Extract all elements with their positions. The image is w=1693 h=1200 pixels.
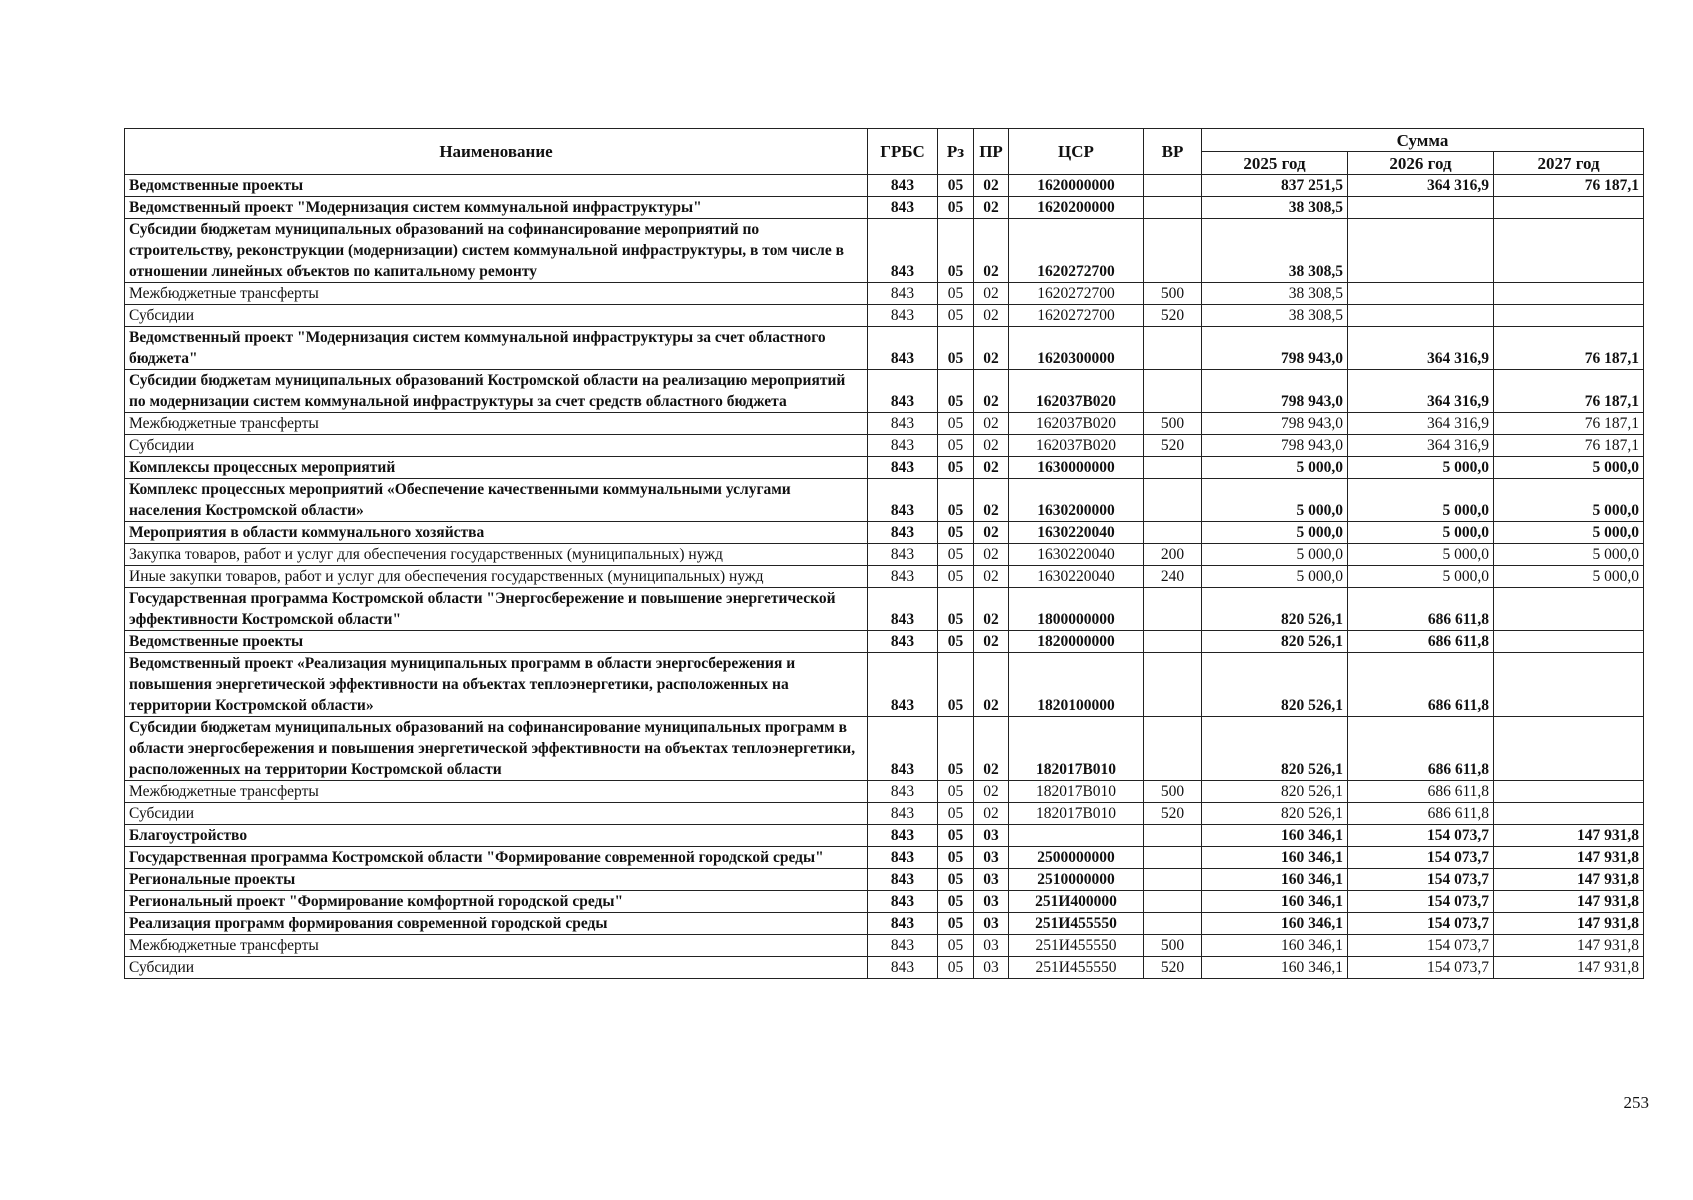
- table-row: [125, 522, 1644, 544]
- cell-2025: 820 526,1: [1202, 717, 1348, 781]
- cell-csr: 1630220040: [1009, 544, 1144, 566]
- cell-vr: 520: [1144, 435, 1202, 457]
- cell-rz: 05: [938, 413, 974, 435]
- cell-rz: 05: [938, 175, 974, 197]
- cell-pr: 02: [974, 479, 1009, 522]
- cell-name: Ведомственные проекты: [125, 631, 868, 653]
- table-row: [125, 327, 1644, 370]
- cell-rz: 05: [938, 935, 974, 957]
- cell-name: Реализация программ формирования современной городской среды: [125, 913, 868, 935]
- cell-2026: 154 073,7: [1348, 847, 1494, 869]
- cell-2027: 76 187,1: [1494, 435, 1644, 457]
- cell-name: Иные закупки товаров, работ и услуг для обеспечения государственных (муниципальных) нужд: [125, 566, 868, 588]
- cell-csr: 1630220040: [1009, 522, 1144, 544]
- table-row: [125, 197, 1644, 219]
- cell-2026: 154 073,7: [1348, 891, 1494, 913]
- cell-2026: 5 000,0: [1348, 544, 1494, 566]
- cell-2025: 820 526,1: [1202, 781, 1348, 803]
- table-row: [125, 588, 1644, 631]
- cell-pr: 03: [974, 935, 1009, 957]
- cell-2026: [1348, 197, 1494, 219]
- cell-rz: 05: [938, 327, 974, 370]
- cell-2025: 820 526,1: [1202, 588, 1348, 631]
- cell-csr: 1620000000: [1009, 175, 1144, 197]
- cell-name: Ведомственные проекты: [125, 175, 868, 197]
- cell-csr: 1620300000: [1009, 327, 1144, 370]
- cell-2026: 686 611,8: [1348, 781, 1494, 803]
- cell-2026: [1348, 219, 1494, 283]
- cell-vr: 520: [1144, 957, 1202, 979]
- cell-2026: 154 073,7: [1348, 913, 1494, 935]
- cell-vr: [1144, 891, 1202, 913]
- cell-2025: 160 346,1: [1202, 913, 1348, 935]
- cell-2025: 160 346,1: [1202, 957, 1348, 979]
- cell-2026: 364 316,9: [1348, 175, 1494, 197]
- cell-2027: 5 000,0: [1494, 522, 1644, 544]
- cell-2027: [1494, 781, 1644, 803]
- cell-rz: 05: [938, 197, 974, 219]
- cell-2025: 38 308,5: [1202, 305, 1348, 327]
- cell-2027: 147 931,8: [1494, 957, 1644, 979]
- cell-vr: [1144, 631, 1202, 653]
- table-row: [125, 544, 1644, 566]
- cell-pr: 02: [974, 457, 1009, 479]
- cell-grbs: 843: [868, 522, 938, 544]
- table-row: [125, 566, 1644, 588]
- cell-name: Субсидии бюджетам муниципальных образований на софинансирование муниципальных программ в области энергосбережения и повышения энергетической эффективности на объектах теплоэнергетики, расположенных на территории Костромской области: [125, 717, 868, 781]
- cell-pr: 02: [974, 435, 1009, 457]
- cell-name: Субсидии: [125, 957, 868, 979]
- cell-name: Региональные проекты: [125, 869, 868, 891]
- header-year-2025: 2025 год: [1202, 152, 1348, 175]
- table-row: [125, 653, 1644, 717]
- cell-rz: 05: [938, 957, 974, 979]
- cell-name: Государственная программа Костромской области "Энергосбережение и повышение энергетической эффективности Костромской области": [125, 588, 868, 631]
- cell-name: Субсидии: [125, 435, 868, 457]
- cell-2027: [1494, 283, 1644, 305]
- page-number: 253: [1623, 1093, 1649, 1112]
- cell-name: Региональный проект "Формирование комфортной городской среды": [125, 891, 868, 913]
- cell-pr: 02: [974, 717, 1009, 781]
- cell-2025: 38 308,5: [1202, 283, 1348, 305]
- cell-2027: 147 931,8: [1494, 891, 1644, 913]
- table-row: [125, 891, 1644, 913]
- header-pr: ПР: [974, 129, 1009, 175]
- cell-2026: 5 000,0: [1348, 457, 1494, 479]
- cell-vr: [1144, 522, 1202, 544]
- cell-grbs: 843: [868, 957, 938, 979]
- cell-2025: 160 346,1: [1202, 869, 1348, 891]
- cell-vr: [1144, 847, 1202, 869]
- cell-grbs: 843: [868, 891, 938, 913]
- cell-rz: 05: [938, 457, 974, 479]
- cell-csr: 1820000000: [1009, 631, 1144, 653]
- cell-name: Субсидии: [125, 305, 868, 327]
- cell-grbs: 843: [868, 935, 938, 957]
- cell-grbs: 843: [868, 305, 938, 327]
- table-row: [125, 305, 1644, 327]
- cell-vr: 520: [1144, 803, 1202, 825]
- cell-2026: 686 611,8: [1348, 631, 1494, 653]
- cell-csr: 1630200000: [1009, 479, 1144, 522]
- cell-csr: 182017B010: [1009, 781, 1144, 803]
- cell-pr: 02: [974, 781, 1009, 803]
- cell-vr: [1144, 588, 1202, 631]
- table-header: [125, 129, 1644, 175]
- cell-2027: 76 187,1: [1494, 370, 1644, 413]
- cell-name: Ведомственный проект "Модернизация систем коммунальной инфраструктуры": [125, 197, 868, 219]
- cell-csr: 162037B020: [1009, 413, 1144, 435]
- cell-csr: 251И455550: [1009, 935, 1144, 957]
- cell-2026: 154 073,7: [1348, 825, 1494, 847]
- table-row: [125, 781, 1644, 803]
- cell-vr: 500: [1144, 935, 1202, 957]
- header-year-2026: 2026 год: [1348, 152, 1494, 175]
- cell-rz: 05: [938, 219, 974, 283]
- cell-name: Закупка товаров, работ и услуг для обеспечения государственных (муниципальных) нужд: [125, 544, 868, 566]
- cell-csr: 162037B020: [1009, 370, 1144, 413]
- cell-name: Мероприятия в области коммунального хозяйства: [125, 522, 868, 544]
- table-body: [125, 175, 1644, 979]
- cell-vr: [1144, 869, 1202, 891]
- cell-csr: 1800000000: [1009, 588, 1144, 631]
- cell-2025: 38 308,5: [1202, 197, 1348, 219]
- cell-grbs: 843: [868, 327, 938, 370]
- cell-grbs: 843: [868, 544, 938, 566]
- cell-2025: 837 251,5: [1202, 175, 1348, 197]
- cell-pr: 02: [974, 413, 1009, 435]
- cell-rz: 05: [938, 717, 974, 781]
- cell-vr: [1144, 197, 1202, 219]
- cell-pr: 02: [974, 197, 1009, 219]
- cell-pr: 02: [974, 219, 1009, 283]
- cell-2026: 5 000,0: [1348, 566, 1494, 588]
- cell-name: Субсидии бюджетам муниципальных образований Костромской области на реализацию мероприятий по модернизации систем коммунальной инфраструктуры за счет средств областного бюджета: [125, 370, 868, 413]
- cell-2027: 5 000,0: [1494, 544, 1644, 566]
- cell-rz: 05: [938, 305, 974, 327]
- cell-grbs: 843: [868, 847, 938, 869]
- cell-vr: [1144, 717, 1202, 781]
- table-row: [125, 283, 1644, 305]
- cell-2025: 820 526,1: [1202, 803, 1348, 825]
- cell-name: Субсидии бюджетам муниципальных образований на софинансирование мероприятий по строительству, реконструкции (модернизации) систем коммунальной инфраструктуры, в том числе в отношении линейных объектов по капитальному ремонту: [125, 219, 868, 283]
- cell-2025: 5 000,0: [1202, 457, 1348, 479]
- cell-pr: 03: [974, 825, 1009, 847]
- cell-vr: [1144, 370, 1202, 413]
- cell-2026: 686 611,8: [1348, 588, 1494, 631]
- cell-rz: 05: [938, 544, 974, 566]
- cell-pr: 02: [974, 522, 1009, 544]
- cell-grbs: 843: [868, 413, 938, 435]
- cell-2026: [1348, 283, 1494, 305]
- cell-grbs: 843: [868, 435, 938, 457]
- cell-grbs: 843: [868, 175, 938, 197]
- cell-2027: 76 187,1: [1494, 175, 1644, 197]
- cell-pr: 02: [974, 305, 1009, 327]
- cell-2026: 686 611,8: [1348, 653, 1494, 717]
- cell-name: Государственная программа Костромской области "Формирование современной городской среды": [125, 847, 868, 869]
- cell-pr: 02: [974, 653, 1009, 717]
- cell-rz: 05: [938, 825, 974, 847]
- cell-rz: 05: [938, 283, 974, 305]
- cell-grbs: 843: [868, 566, 938, 588]
- table-row: [125, 175, 1644, 197]
- cell-name: Ведомственный проект «Реализация муниципальных программ в области энергосбережения и повышения энергетической эффективности на объектах теплоэнергетики, расположенных на территории Костромской области»: [125, 653, 868, 717]
- cell-2025: 798 943,0: [1202, 413, 1348, 435]
- table-row: [125, 457, 1644, 479]
- cell-csr: 1820100000: [1009, 653, 1144, 717]
- cell-2027: 5 000,0: [1494, 566, 1644, 588]
- cell-grbs: 843: [868, 631, 938, 653]
- cell-grbs: 843: [868, 781, 938, 803]
- cell-grbs: 843: [868, 197, 938, 219]
- header-csr: ЦСР: [1009, 129, 1144, 175]
- cell-2027: [1494, 803, 1644, 825]
- cell-2027: 147 931,8: [1494, 825, 1644, 847]
- cell-name: Субсидии: [125, 803, 868, 825]
- cell-pr: 02: [974, 370, 1009, 413]
- cell-pr: 02: [974, 327, 1009, 370]
- cell-2026: 364 316,9: [1348, 435, 1494, 457]
- table-row: [125, 935, 1644, 957]
- cell-2025: 5 000,0: [1202, 566, 1348, 588]
- cell-2027: 147 931,8: [1494, 847, 1644, 869]
- table-row: [125, 803, 1644, 825]
- cell-2025: 798 943,0: [1202, 435, 1348, 457]
- cell-2027: 76 187,1: [1494, 327, 1644, 370]
- cell-rz: 05: [938, 435, 974, 457]
- cell-pr: 03: [974, 913, 1009, 935]
- cell-2025: 798 943,0: [1202, 370, 1348, 413]
- cell-vr: 520: [1144, 305, 1202, 327]
- cell-2025: 160 346,1: [1202, 825, 1348, 847]
- cell-pr: 03: [974, 957, 1009, 979]
- cell-csr: 182017B010: [1009, 717, 1144, 781]
- cell-vr: 500: [1144, 283, 1202, 305]
- cell-rz: 05: [938, 370, 974, 413]
- cell-name: Ведомственный проект "Модернизация систем коммунальной инфраструктуры за счет областного бюджета": [125, 327, 868, 370]
- cell-pr: 02: [974, 588, 1009, 631]
- cell-2026: 686 611,8: [1348, 717, 1494, 781]
- cell-2027: [1494, 717, 1644, 781]
- cell-name: Межбюджетные трансферты: [125, 413, 868, 435]
- cell-2027: 76 187,1: [1494, 413, 1644, 435]
- cell-grbs: 843: [868, 869, 938, 891]
- table-row: [125, 869, 1644, 891]
- cell-2027: [1494, 631, 1644, 653]
- cell-name: Комплекс процессных мероприятий «Обеспечение качественными коммунальными услугами населения Костромской области»: [125, 479, 868, 522]
- cell-pr: 02: [974, 803, 1009, 825]
- cell-grbs: 843: [868, 913, 938, 935]
- table-row: [125, 370, 1644, 413]
- cell-2027: 147 931,8: [1494, 913, 1644, 935]
- cell-2026: 364 316,9: [1348, 413, 1494, 435]
- cell-vr: [1144, 825, 1202, 847]
- cell-2025: 798 943,0: [1202, 327, 1348, 370]
- cell-2026: 5 000,0: [1348, 522, 1494, 544]
- cell-vr: 500: [1144, 781, 1202, 803]
- cell-vr: [1144, 913, 1202, 935]
- cell-2025: 5 000,0: [1202, 479, 1348, 522]
- cell-name: Комплексы процессных мероприятий: [125, 457, 868, 479]
- cell-vr: [1144, 479, 1202, 522]
- cell-2025: 5 000,0: [1202, 544, 1348, 566]
- header-sum: Сумма: [1202, 129, 1644, 152]
- table-row: [125, 913, 1644, 935]
- cell-grbs: 843: [868, 717, 938, 781]
- cell-2026: [1348, 305, 1494, 327]
- cell-vr: [1144, 653, 1202, 717]
- cell-2025: 160 346,1: [1202, 935, 1348, 957]
- cell-vr: [1144, 219, 1202, 283]
- cell-2027: [1494, 197, 1644, 219]
- cell-2027: [1494, 588, 1644, 631]
- cell-csr: 251И455550: [1009, 957, 1144, 979]
- header-grbs: ГРБС: [868, 129, 938, 175]
- cell-pr: 02: [974, 283, 1009, 305]
- cell-2026: 364 316,9: [1348, 370, 1494, 413]
- table-row: [125, 717, 1644, 781]
- cell-csr: 182017B010: [1009, 803, 1144, 825]
- cell-pr: 03: [974, 869, 1009, 891]
- cell-vr: [1144, 327, 1202, 370]
- cell-2025: 820 526,1: [1202, 631, 1348, 653]
- cell-csr: 251И400000: [1009, 891, 1144, 913]
- cell-2026: 364 316,9: [1348, 327, 1494, 370]
- cell-grbs: 843: [868, 825, 938, 847]
- header-vr: ВР: [1144, 129, 1202, 175]
- cell-rz: 05: [938, 479, 974, 522]
- cell-rz: 05: [938, 653, 974, 717]
- cell-rz: 05: [938, 847, 974, 869]
- table-row: [125, 825, 1644, 847]
- cell-2027: [1494, 305, 1644, 327]
- cell-rz: 05: [938, 588, 974, 631]
- cell-pr: 02: [974, 544, 1009, 566]
- table-row: [125, 479, 1644, 522]
- header-name: Наименование: [125, 129, 868, 175]
- table-row: [125, 413, 1644, 435]
- cell-csr: 1620200000: [1009, 197, 1144, 219]
- cell-rz: 05: [938, 631, 974, 653]
- cell-2025: 820 526,1: [1202, 653, 1348, 717]
- cell-grbs: 843: [868, 653, 938, 717]
- cell-grbs: 843: [868, 219, 938, 283]
- cell-vr: 200: [1144, 544, 1202, 566]
- cell-2025: 160 346,1: [1202, 891, 1348, 913]
- cell-pr: 02: [974, 631, 1009, 653]
- cell-2026: 154 073,7: [1348, 957, 1494, 979]
- cell-2026: 686 611,8: [1348, 803, 1494, 825]
- cell-2025: 38 308,5: [1202, 219, 1348, 283]
- table-row: [125, 219, 1644, 283]
- cell-grbs: 843: [868, 479, 938, 522]
- table-row: [125, 957, 1644, 979]
- cell-2026: 154 073,7: [1348, 935, 1494, 957]
- cell-grbs: 843: [868, 457, 938, 479]
- cell-rz: 05: [938, 913, 974, 935]
- cell-csr: 2500000000: [1009, 847, 1144, 869]
- cell-grbs: 843: [868, 588, 938, 631]
- cell-2027: 147 931,8: [1494, 869, 1644, 891]
- cell-rz: 05: [938, 781, 974, 803]
- cell-csr: 1620272700: [1009, 305, 1144, 327]
- cell-rz: 05: [938, 566, 974, 588]
- header-rz: Рз: [938, 129, 974, 175]
- cell-2027: 147 931,8: [1494, 935, 1644, 957]
- cell-rz: 05: [938, 869, 974, 891]
- cell-vr: [1144, 457, 1202, 479]
- cell-vr: 500: [1144, 413, 1202, 435]
- cell-2025: 160 346,1: [1202, 847, 1348, 869]
- cell-vr: [1144, 175, 1202, 197]
- table-row: [125, 847, 1644, 869]
- cell-2027: [1494, 219, 1644, 283]
- cell-name: Межбюджетные трансферты: [125, 781, 868, 803]
- table-row: [125, 435, 1644, 457]
- cell-name: Межбюджетные трансферты: [125, 935, 868, 957]
- cell-2026: 5 000,0: [1348, 479, 1494, 522]
- cell-2025: 5 000,0: [1202, 522, 1348, 544]
- cell-csr: [1009, 825, 1144, 847]
- cell-grbs: 843: [868, 283, 938, 305]
- cell-rz: 05: [938, 803, 974, 825]
- cell-vr: 240: [1144, 566, 1202, 588]
- cell-csr: 1620272700: [1009, 283, 1144, 305]
- cell-pr: 02: [974, 175, 1009, 197]
- cell-pr: 02: [974, 566, 1009, 588]
- cell-csr: 1630220040: [1009, 566, 1144, 588]
- cell-csr: 1630000000: [1009, 457, 1144, 479]
- cell-pr: 03: [974, 891, 1009, 913]
- cell-csr: 2510000000: [1009, 869, 1144, 891]
- cell-grbs: 843: [868, 370, 938, 413]
- cell-2027: 5 000,0: [1494, 479, 1644, 522]
- cell-grbs: 843: [868, 803, 938, 825]
- cell-rz: 05: [938, 522, 974, 544]
- cell-name: Межбюджетные трансферты: [125, 283, 868, 305]
- cell-2027: [1494, 653, 1644, 717]
- cell-name: Благоустройство: [125, 825, 868, 847]
- cell-2027: 5 000,0: [1494, 457, 1644, 479]
- cell-csr: 251И455550: [1009, 913, 1144, 935]
- cell-pr: 03: [974, 847, 1009, 869]
- table-row: [125, 631, 1644, 653]
- header-year-2027: 2027 год: [1494, 152, 1644, 175]
- cell-2026: 154 073,7: [1348, 869, 1494, 891]
- cell-rz: 05: [938, 891, 974, 913]
- cell-csr: 162037B020: [1009, 435, 1144, 457]
- cell-csr: 1620272700: [1009, 219, 1144, 283]
- budget-table: [124, 128, 1644, 979]
